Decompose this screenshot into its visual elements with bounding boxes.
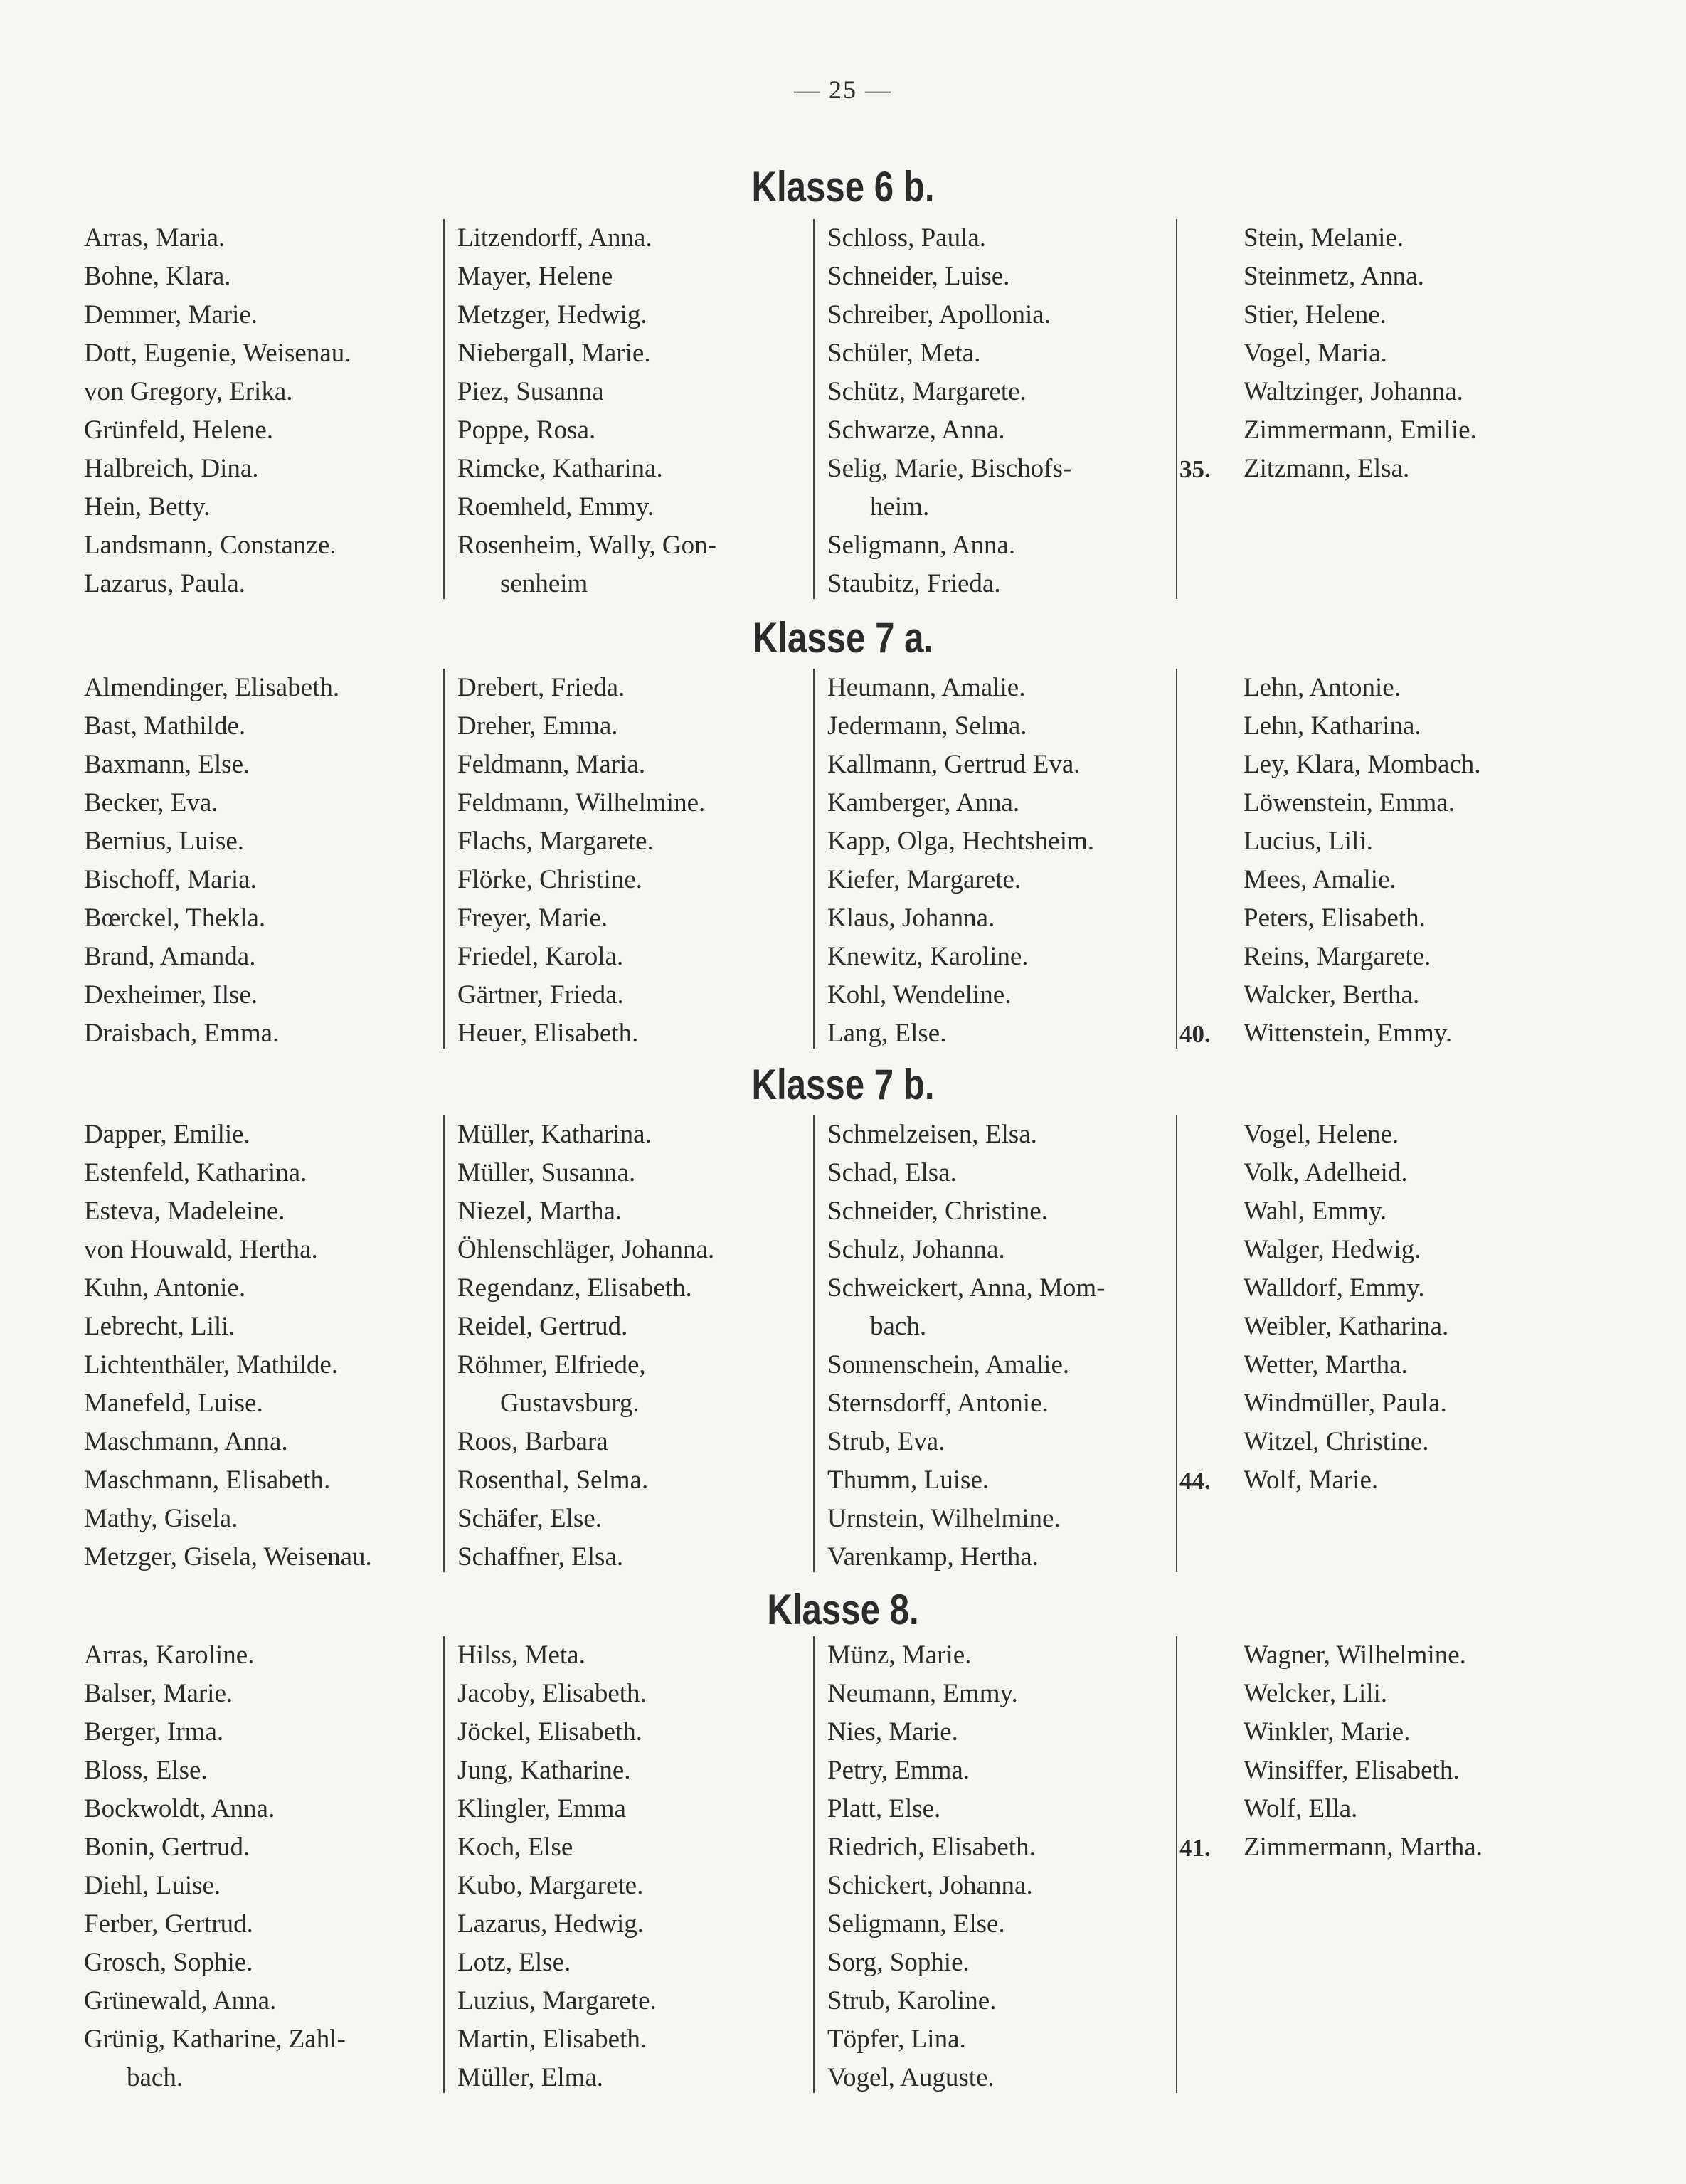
student-name: Schickert, Johanna.	[827, 1871, 1033, 1900]
student-name: Winkler, Marie.	[1244, 1717, 1411, 1746]
name-column	[84, 1636, 346, 2097]
student-name: Sternsdorff, Antonie.	[827, 1389, 1049, 1418]
student-name: Wetter, Martha.	[1244, 1350, 1408, 1379]
student-name: Balser, Marie.	[84, 1679, 233, 1708]
student-name: Becker, Eva.	[84, 788, 218, 817]
student-name: Stier, Helene.	[1244, 300, 1387, 329]
student-name: Wittenstein, Emmy.	[1244, 1019, 1453, 1048]
student-name: Maschmann, Anna.	[84, 1427, 288, 1456]
student-name: Bonin, Gertrud.	[84, 1833, 250, 1862]
klasse-section	[84, 1115, 1621, 1576]
class-total: 41.	[1179, 1834, 1211, 1862]
column-divider	[443, 219, 445, 599]
student-name: Lehn, Katharina.	[1244, 711, 1421, 741]
student-name: von Houwald, Hertha.	[84, 1235, 318, 1264]
student-name: Schweickert, Anna, Mom-	[827, 1273, 1106, 1303]
student-name: Halbreich, Dina.	[84, 454, 259, 483]
student-name: Feldmann, Maria.	[457, 750, 646, 779]
student-name: Mayer, Helene	[457, 262, 613, 291]
student-name: Schreiber, Apollonia.	[827, 300, 1051, 329]
student-name: Jedermann, Selma.	[827, 711, 1027, 741]
student-name: Klingler, Emma	[457, 1794, 626, 1823]
name-column	[827, 669, 1094, 1053]
student-name: Varenkamp, Hertha.	[827, 1542, 1039, 1571]
student-name: Maschmann, Elisabeth.	[84, 1465, 331, 1495]
student-name: Wagner, Wilhelmine.	[1244, 1640, 1466, 1670]
student-name: Roemheld, Emmy.	[457, 492, 654, 521]
student-name: Manefeld, Luise.	[84, 1389, 263, 1418]
klasse-heading: Klasse 8.	[767, 1586, 919, 1633]
student-name: Platt, Else.	[827, 1794, 941, 1823]
student-name: Gustavsburg.	[500, 1389, 640, 1418]
student-name: Töpfer, Lina.	[827, 2025, 966, 2054]
student-name: Vogel, Helene.	[1244, 1120, 1399, 1149]
student-name: Draisbach, Emma.	[84, 1019, 280, 1048]
column-divider	[443, 1636, 445, 2093]
student-name: Schulz, Johanna.	[827, 1235, 1005, 1264]
student-name: Drebert, Frieda.	[457, 673, 625, 702]
student-name: Almendinger, Elisabeth.	[84, 673, 340, 702]
student-name: Walldorf, Emmy.	[1244, 1273, 1425, 1303]
name-column	[1244, 219, 1477, 488]
student-name: Hein, Betty.	[84, 492, 211, 521]
student-name: Kubo, Margarete.	[457, 1871, 644, 1900]
klasse-heading: Klasse 7 a.	[752, 614, 934, 662]
column-divider	[813, 669, 815, 1049]
student-name: Dexheimer, Ilse.	[84, 980, 258, 1009]
student-name: bach.	[870, 1312, 927, 1341]
name-column	[457, 219, 716, 603]
column-divider	[1176, 669, 1177, 1049]
student-name: Neumann, Emmy.	[827, 1679, 1018, 1708]
student-name: Estenfeld, Katharina.	[84, 1158, 307, 1187]
student-name: Luzius, Margarete.	[457, 1986, 657, 2015]
student-name: Koch, Else	[457, 1833, 573, 1862]
student-name: Lotz, Else.	[457, 1948, 571, 1977]
student-name: Jacoby, Elisabeth.	[457, 1679, 647, 1708]
student-name: Schmelzeisen, Elsa.	[827, 1120, 1037, 1149]
student-name: Lazarus, Hedwig.	[457, 1909, 644, 1939]
column-divider	[1176, 1115, 1177, 1572]
student-name: Esteva, Madeleine.	[84, 1197, 285, 1226]
class-total: 40.	[1179, 1020, 1211, 1048]
student-name: Sonnenschein, Amalie.	[827, 1350, 1070, 1379]
student-name: Lebrecht, Lili.	[84, 1312, 235, 1341]
student-name: Riedrich, Elisabeth.	[827, 1833, 1036, 1862]
student-name: Winsiffer, Elisabeth.	[1244, 1756, 1460, 1785]
student-name: Grosch, Sophie.	[84, 1948, 253, 1977]
student-name: Bernius, Luise.	[84, 827, 245, 856]
student-name: Kuhn, Antonie.	[84, 1273, 246, 1303]
student-name: Landsmann, Constanze.	[84, 531, 336, 560]
student-name: Schneider, Luise.	[827, 262, 1010, 291]
class-total: 35.	[1179, 455, 1211, 483]
student-name: Baxmann, Else.	[84, 750, 250, 779]
student-name: Diehl, Luise.	[84, 1871, 221, 1900]
student-name: Berger, Irma.	[84, 1717, 224, 1746]
name-column	[84, 219, 351, 603]
column-divider	[813, 219, 815, 599]
column-divider	[1176, 1636, 1177, 2093]
student-name: Zimmermann, Martha.	[1244, 1833, 1483, 1862]
column-divider	[813, 1636, 815, 2093]
name-column	[457, 1115, 714, 1576]
student-name: Heuer, Elisabeth.	[457, 1019, 639, 1048]
student-name: Schad, Elsa.	[827, 1158, 957, 1187]
student-name: Sorg, Sophie.	[827, 1948, 970, 1977]
student-name: Wolf, Marie.	[1244, 1465, 1379, 1495]
student-name: Bast, Mathilde.	[84, 711, 246, 741]
student-name: Rimcke, Katharina.	[457, 454, 663, 483]
student-name: Ferber, Gertrud.	[84, 1909, 253, 1939]
name-column	[1244, 1636, 1483, 1867]
student-name: Schäfer, Else.	[457, 1504, 602, 1533]
student-name: Weibler, Katharina.	[1244, 1312, 1449, 1341]
student-name: Schwarze, Anna.	[827, 415, 1005, 445]
student-name: Metzger, Hedwig.	[457, 300, 647, 329]
student-name: Schloss, Paula.	[827, 223, 987, 253]
student-name: Reins, Margarete.	[1244, 942, 1431, 971]
student-name: Thumm, Luise.	[827, 1465, 990, 1495]
student-name: Selig, Marie, Bischofs-	[827, 454, 1072, 483]
name-column	[457, 669, 705, 1053]
student-name: Zimmermann, Emilie.	[1244, 415, 1477, 445]
student-name: Brand, Amanda.	[84, 942, 256, 971]
student-name: Kamberger, Anna.	[827, 788, 1020, 817]
student-name: Lucius, Lili.	[1244, 827, 1373, 856]
student-name: senheim	[500, 569, 588, 598]
student-name: heim.	[870, 492, 930, 521]
student-name: Kallmann, Gertrud Eva.	[827, 750, 1081, 779]
student-name: Jöckel, Elisabeth.	[457, 1717, 642, 1746]
student-name: Heumann, Amalie.	[827, 673, 1026, 702]
student-name: Müller, Katharina.	[457, 1120, 652, 1149]
student-name: Öhlenschläger, Johanna.	[457, 1235, 715, 1264]
student-name: Reidel, Gertrud.	[457, 1312, 628, 1341]
student-name: Poppe, Rosa.	[457, 415, 596, 445]
student-name: Müller, Susanna.	[457, 1158, 636, 1187]
student-name: Hilss, Meta.	[457, 1640, 585, 1670]
student-name: Urnstein, Wilhelmine.	[827, 1504, 1061, 1533]
name-column	[1244, 1115, 1448, 1500]
klasse-heading: Klasse 6 b.	[751, 163, 935, 211]
student-name: Kapp, Olga, Hechtsheim.	[827, 827, 1095, 856]
student-name: Mathy, Gisela.	[84, 1504, 238, 1533]
student-name: Bœrckel, Thekla.	[84, 903, 266, 933]
student-name: Grünig, Katharine, Zahl-	[84, 2025, 346, 2054]
student-name: Welcker, Lili.	[1244, 1679, 1388, 1708]
student-name: Litzendorff, Anna.	[457, 223, 652, 253]
student-name: Volk, Adelheid.	[1244, 1158, 1408, 1187]
student-name: Seligmann, Else.	[827, 1909, 1005, 1939]
student-name: Strub, Eva.	[827, 1427, 945, 1456]
name-column	[827, 1636, 1036, 2097]
student-name: Demmer, Marie.	[84, 300, 258, 329]
student-name: Röhmer, Elfriede,	[457, 1350, 646, 1379]
student-name: Klaus, Johanna.	[827, 903, 995, 933]
student-name: Schüler, Meta.	[827, 339, 981, 368]
student-name: Schaffner, Elsa.	[457, 1542, 624, 1571]
student-name: Lehn, Antonie.	[1244, 673, 1401, 702]
student-name: Müller, Elma.	[457, 2063, 604, 2092]
student-name: Löwenstein, Emma.	[1244, 788, 1455, 817]
student-name: Schneider, Christine.	[827, 1197, 1048, 1226]
student-name: Feldmann, Wilhelmine.	[457, 788, 706, 817]
column-divider	[813, 1115, 815, 1572]
student-name: Flörke, Christine.	[457, 865, 643, 894]
name-column	[457, 1636, 657, 2097]
student-name: Piez, Susanna	[457, 377, 604, 406]
student-name: Rosenthal, Selma.	[457, 1465, 649, 1495]
student-name: Flachs, Margarete.	[457, 827, 654, 856]
student-name: Roos, Barbara	[457, 1427, 608, 1456]
column-divider	[1176, 219, 1177, 599]
student-name: Stein, Melanie.	[1244, 223, 1404, 253]
class-total: 44.	[1179, 1467, 1211, 1495]
student-name: Bischoff, Maria.	[84, 865, 257, 894]
student-name: Witzel, Christine.	[1244, 1427, 1429, 1456]
student-name: Walcker, Bertha.	[1244, 980, 1420, 1009]
student-name: Ley, Klara, Mombach.	[1244, 750, 1481, 779]
student-name: bach.	[127, 2063, 184, 2092]
name-column	[827, 219, 1071, 603]
student-name: Regendanz, Elisabeth.	[457, 1273, 692, 1303]
student-name: Strub, Karoline.	[827, 1986, 997, 2015]
student-name: Wolf, Ella.	[1244, 1794, 1358, 1823]
student-name: Peters, Elisabeth.	[1244, 903, 1426, 933]
student-name: Jung, Katharine.	[457, 1756, 631, 1785]
student-name: Kiefer, Margarete.	[827, 865, 1022, 894]
student-name: Schütz, Margarete.	[827, 377, 1027, 406]
klasse-section	[84, 669, 1621, 1053]
name-column	[1244, 669, 1481, 1053]
student-name: Vogel, Maria.	[1244, 339, 1387, 368]
student-name: Dreher, Emma.	[457, 711, 618, 741]
klasse-section	[84, 219, 1621, 603]
student-name: Lang, Else.	[827, 1019, 947, 1048]
student-name: Münz, Marie.	[827, 1640, 972, 1670]
student-name: Gärtner, Frieda.	[457, 980, 624, 1009]
student-name: Bohne, Klara.	[84, 262, 231, 291]
name-column	[84, 1115, 372, 1576]
name-column	[84, 669, 339, 1053]
student-name: Niebergall, Marie.	[457, 339, 651, 368]
student-name: Freyer, Marie.	[457, 903, 608, 933]
student-name: von Gregory, Erika.	[84, 377, 293, 406]
student-name: Kohl, Wendeline.	[827, 980, 1012, 1009]
student-name: Zitzmann, Elsa.	[1244, 454, 1410, 483]
student-name: Grünfeld, Helene.	[84, 415, 274, 445]
klasse-section	[84, 1636, 1621, 2097]
student-name: Nies, Marie.	[827, 1717, 958, 1746]
student-name: Windmüller, Paula.	[1244, 1389, 1447, 1418]
student-name: Friedel, Karola.	[457, 942, 624, 971]
student-name: Waltzinger, Johanna.	[1244, 377, 1463, 406]
column-divider	[443, 1115, 445, 1572]
student-name: Mees, Amalie.	[1244, 865, 1396, 894]
student-name: Steinmetz, Anna.	[1244, 262, 1424, 291]
student-name: Arras, Maria.	[84, 223, 226, 253]
student-name: Knewitz, Karoline.	[827, 942, 1029, 971]
page-number: — 25 —	[794, 75, 892, 104]
student-name: Grünewald, Anna.	[84, 1986, 277, 2015]
student-name: Bockwoldt, Anna.	[84, 1794, 275, 1823]
student-name: Metzger, Gisela, Weisenau.	[84, 1542, 372, 1571]
student-name: Seligmann, Anna.	[827, 531, 1016, 560]
student-name: Petry, Emma.	[827, 1756, 970, 1785]
student-name: Martin, Elisabeth.	[457, 2025, 647, 2054]
column-divider	[443, 669, 445, 1049]
student-name: Lichtenthäler, Mathilde.	[84, 1350, 339, 1379]
student-name: Staubitz, Frieda.	[827, 569, 1001, 598]
student-name: Lazarus, Paula.	[84, 569, 246, 598]
name-column	[827, 1115, 1105, 1576]
student-name: Bloss, Else.	[84, 1756, 208, 1785]
klasse-heading: Klasse 7 b.	[751, 1061, 935, 1108]
student-name: Wahl, Emmy.	[1244, 1197, 1387, 1226]
student-name: Dott, Eugenie, Weisenau.	[84, 339, 351, 368]
student-name: Rosenheim, Wally, Gon-	[457, 531, 716, 560]
student-name: Walger, Hedwig.	[1244, 1235, 1421, 1264]
student-name: Arras, Karoline.	[84, 1640, 255, 1670]
student-name: Niezel, Martha.	[457, 1197, 622, 1226]
student-name: Vogel, Auguste.	[827, 2063, 995, 2092]
student-name: Dapper, Emilie.	[84, 1120, 250, 1149]
